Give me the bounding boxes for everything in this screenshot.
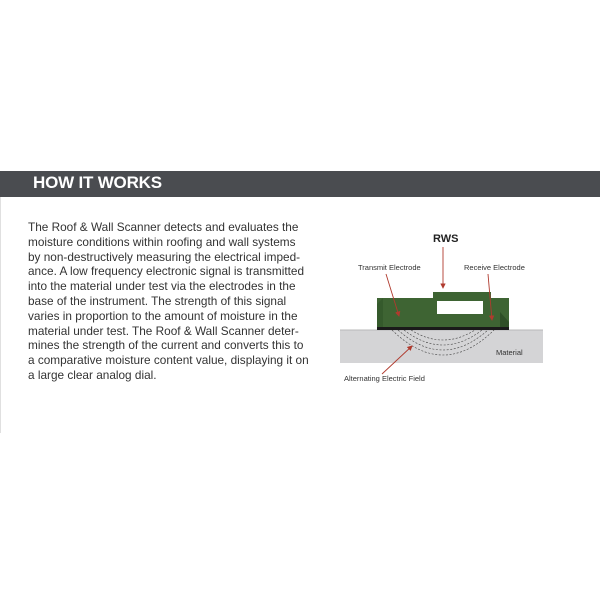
- description-line: The Roof & Wall Scanner detects and evaluates the: [28, 220, 299, 234]
- electric-field-label: Alternating Electric Field: [344, 374, 425, 383]
- description-line: a comparative moisture content value, displaying it on: [28, 353, 309, 368]
- section-title: HOW IT WORKS: [33, 173, 162, 192]
- device-handle-grip: [437, 301, 483, 314]
- transmit-electrode-label: Transmit Electrode: [358, 263, 421, 272]
- description-line: material under test. The Roof & Wall Scanner deter-: [28, 323, 299, 338]
- description-line: base of the instrument. The strength of this signal: [28, 293, 287, 308]
- device-handle-top: [433, 292, 491, 300]
- description-line: moisture conditions within roofing and wall systems: [28, 234, 296, 249]
- rws-diagram: [320, 220, 570, 395]
- device-base-plate: [377, 327, 509, 330]
- description-line: varies in proportion to the amount of moisture in the: [28, 308, 298, 323]
- rws-device: [377, 292, 509, 330]
- description-line: ance. A low frequency electronic signal is transmitted: [28, 264, 305, 279]
- left-divider: [0, 197, 1, 433]
- description-line: by non-destructively measuring the electrical imped-: [28, 249, 301, 264]
- receive-electrode-label: Receive Electrode: [464, 263, 525, 272]
- description-text: [28, 220, 318, 383]
- description-line: mines the strength of the current and converts this to: [28, 338, 304, 353]
- description-line: a large clear analog dial.: [28, 367, 157, 382]
- material-label: Material: [496, 348, 523, 357]
- description-line: into the material under test via the electrodes in the: [28, 279, 296, 294]
- material-block: [340, 330, 543, 363]
- device-label: RWS: [433, 233, 459, 245]
- section-header-bar: [0, 171, 600, 197]
